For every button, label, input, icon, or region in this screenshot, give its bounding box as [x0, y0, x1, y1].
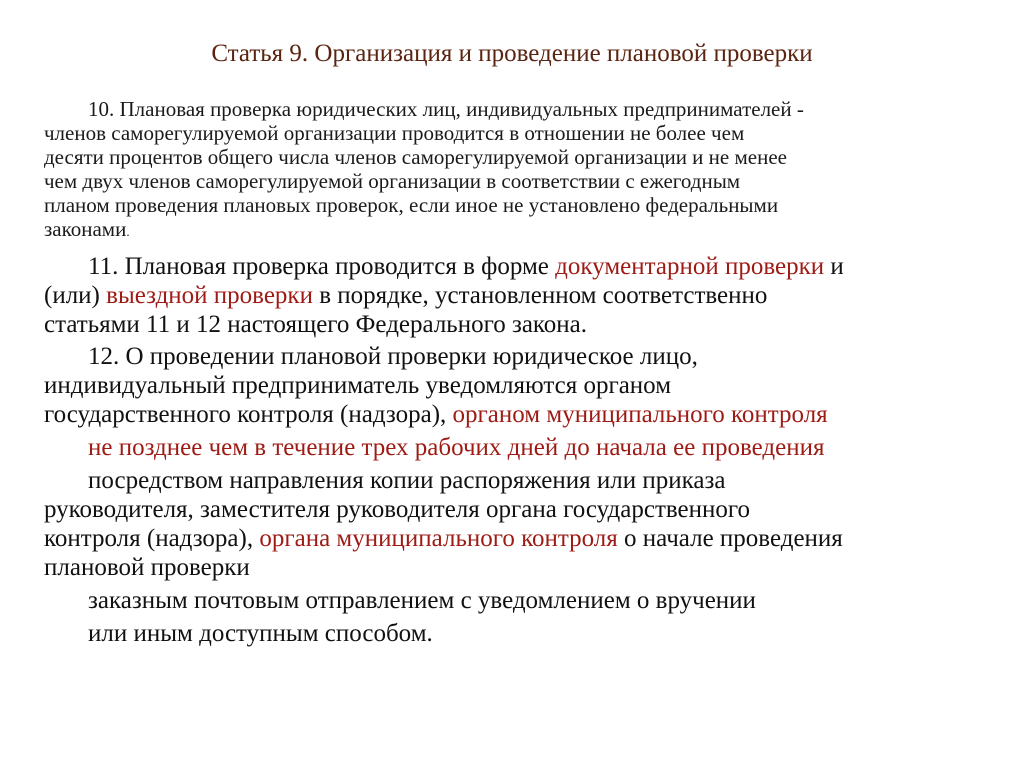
p10-line-4: чем двух членов саморегулируемой организации в соответствии с ежегодным [44, 169, 741, 193]
p12-line-4-deadline: не позднее чем в течение трех рабочих дней до начала ее проведения [88, 434, 825, 461]
paragraph-11 [44, 252, 984, 339]
p11-line-1-b: и [824, 253, 844, 280]
p12-highlight-municipal: органом муниципального контроля [452, 401, 828, 428]
p10-line-6 [44, 217, 984, 244]
p11-line-1 [44, 252, 984, 281]
p12-line-1: 12. О проведении плановой проверки юридическое лицо, [88, 343, 698, 370]
p12-line-3 [44, 400, 984, 429]
p11-highlight-field: выездной проверки [106, 282, 313, 309]
paragraph-12 [44, 342, 984, 648]
p11-line-2-b: в порядке, установленном соответственно [312, 282, 768, 309]
p12-line-6: руководителя, заместителя руководителя органа государственного [44, 496, 751, 523]
p11-line-2-a: (или) [44, 282, 107, 309]
p11-line-3: статьями 11 и 12 настоящего Федерального закона. [44, 311, 588, 338]
p10-line-2: членов саморегулируемой организации проводится в отношении не более чем [44, 121, 745, 145]
p11-highlight-documentary: документарной проверки [555, 253, 825, 280]
p10-end-dot: . [126, 224, 130, 239]
slide-title: Статья 9. Организация и проведение плановой проверки [211, 40, 813, 67]
p12-line-7 [44, 524, 984, 553]
p12-line-7-b: о начале проведения [617, 525, 843, 552]
p12-line-5: посредством направления копии распоряжения или приказа [88, 467, 726, 494]
p12-line-10: или иным доступным способом. [88, 620, 433, 647]
p12-line-9: заказным почтовым отправлением с уведомлением о вручении [88, 587, 756, 614]
p12-highlight-municipal-2: органа муниципального контроля [259, 525, 618, 552]
p10-line-3: десяти процентов общего числа членов саморегулируемой организации и не менее [44, 145, 787, 169]
p11-line-2 [44, 281, 984, 310]
p12-line-3-a: государственного контроля (надзора), [44, 401, 453, 428]
paragraph-10 [44, 97, 984, 244]
p12-line-2: индивидуальный предприниматель уведомляются органом [44, 372, 672, 399]
p12-line-7-a: контроля (надзора), [44, 525, 260, 552]
p12-line-8: плановой проверки [44, 554, 250, 581]
p10-line-5: планом проведения плановых проверок, если иное не установлено федеральными [44, 193, 779, 217]
p10-line-6-text: законами [44, 217, 127, 241]
p10-line-1: 10. Плановая проверка юридических лиц, индивидуальных предпринимателей - [88, 97, 804, 121]
p11-line-1-a: 11. Плановая проверка проводится в форме [88, 253, 556, 280]
